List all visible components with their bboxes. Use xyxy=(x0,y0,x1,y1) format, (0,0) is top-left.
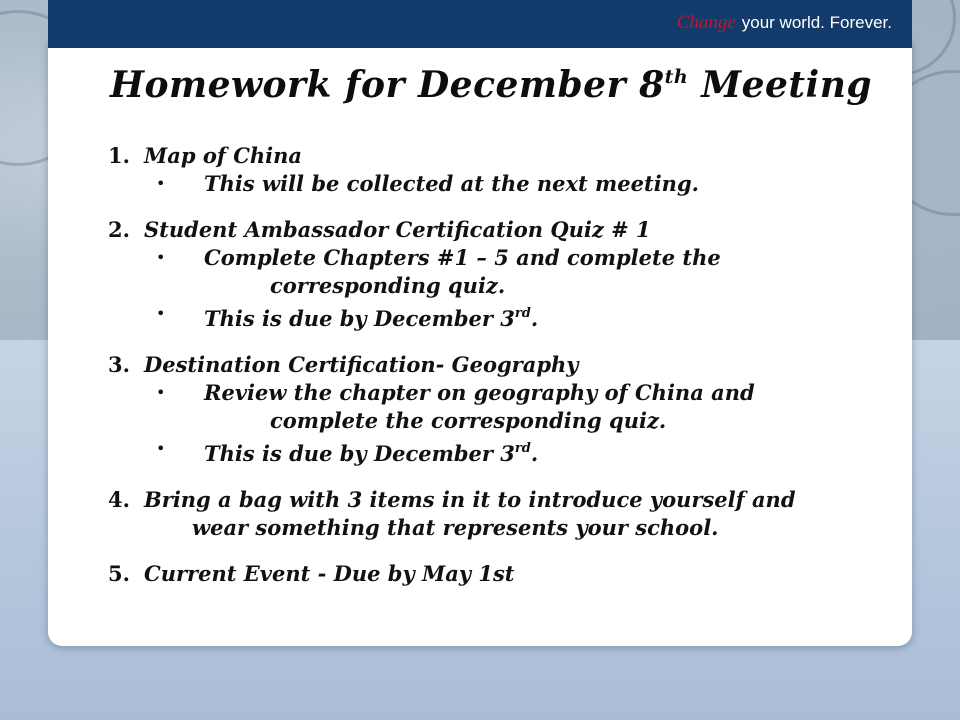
item-text: Bring a bag with 3 items in it to introduce yourself and xyxy=(144,487,796,512)
bullet-icon: • xyxy=(156,174,166,193)
bullet-icon: • xyxy=(156,439,166,458)
list-item xyxy=(108,351,898,468)
title-text: Homework for December 8 xyxy=(110,64,665,106)
bullet-text: This is due by December 3rd. xyxy=(204,306,539,331)
item-text: Student Ambassador Certification Quiz # 1 xyxy=(144,217,651,242)
bullet-item xyxy=(108,300,898,333)
bullet-item xyxy=(108,244,898,272)
item-number: 4. xyxy=(108,487,130,512)
item-number: 2. xyxy=(108,217,130,242)
item-number: 5. xyxy=(108,561,130,586)
item-number: 1. xyxy=(108,143,130,168)
homework-list xyxy=(108,142,898,606)
list-item xyxy=(108,216,898,333)
bullet-item xyxy=(108,435,898,468)
bullet-icon: • xyxy=(156,304,166,323)
bullet-text: This is due by December 3rd. xyxy=(204,441,539,466)
item-text: Current Event - Due by May 1st xyxy=(144,561,515,586)
bullet-text: Complete Chapters #1 – 5 and complete the xyxy=(204,245,721,270)
list-item xyxy=(108,142,898,198)
item-text: Map of China xyxy=(144,143,303,168)
bullet-text: This will be collected at the next meeting. xyxy=(204,171,699,196)
item-number: 3. xyxy=(108,352,130,377)
tagline-accent: Change xyxy=(676,12,736,33)
bullet-icon: • xyxy=(156,248,166,267)
bullet-text-continued: complete the corresponding quiz. xyxy=(270,408,667,433)
brand-tagline xyxy=(677,12,892,34)
bullet-text-continued: corresponding quiz. xyxy=(270,273,506,298)
slide-title xyxy=(110,64,872,106)
item-text: Destination Certification- Geography xyxy=(144,352,579,377)
title-text-end: Meeting xyxy=(688,64,873,106)
list-item xyxy=(108,560,898,588)
bullet-icon: • xyxy=(156,383,166,402)
bullet-item xyxy=(108,170,898,198)
header-bar xyxy=(48,0,912,48)
title-superscript: th xyxy=(664,66,689,88)
bullet-text: Review the chapter on geography of China and xyxy=(204,380,755,405)
list-item xyxy=(108,486,898,542)
tagline-text: your world. Forever. xyxy=(741,13,892,32)
bullet-item xyxy=(108,379,898,407)
item-text-continued: wear something that represents your school. xyxy=(192,515,719,540)
